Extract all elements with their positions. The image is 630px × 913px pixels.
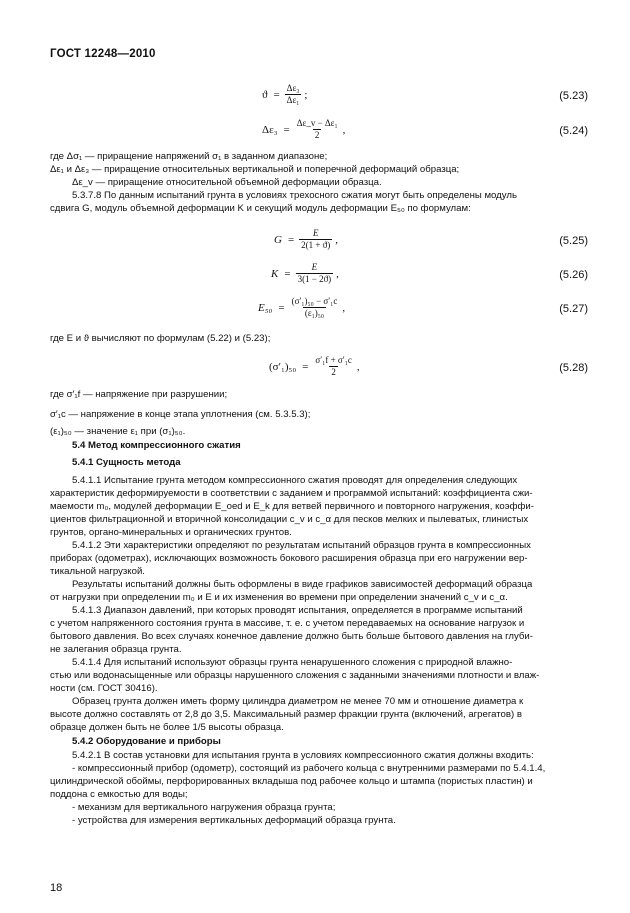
eq-denominator: 3(1 − 2ϑ) <box>297 274 332 284</box>
text-line: маемости m₀, модулей деформации E_oed и E_k для ветвей первичного и повторного нагружения, коэффи- <box>50 501 534 512</box>
equation-number: (5.26) <box>559 269 588 281</box>
text-line: тикальной нагрузкой. <box>50 566 145 577</box>
eq-numerator: Δε_v − Δε₁ <box>296 118 338 128</box>
text-line: где Δσ₁ — приращение напряжений σ₁ в заданном диапазоне; <box>50 151 328 162</box>
text-line: поддона с емкостью для воды; <box>50 789 188 800</box>
text-line: циентов фильтрационной и вторичной консолидации c_v и c_α для песков мелких и пылеватых, глинистых <box>50 514 529 525</box>
text-line: 5.4.1.4 Для испытаний используют образцы грунта ненарушенного сложения с природной влажно- <box>72 657 513 668</box>
section-heading: 5.4 Метод компрессионного сжатия <box>72 440 241 451</box>
text-line: характеристик деформируемости в соответствии с заданием и программой испытаний: коэффициента сжи- <box>50 488 533 499</box>
text-line: бытового давления. Во всех случаях конечное давление должно быть больше бытового давления на глуби- <box>50 631 533 642</box>
eq-numerator: σ′₁f + σ′₁c <box>315 355 352 365</box>
eq-denominator: (ε₁)₅₀ <box>304 308 325 318</box>
eq-denominator: 2(1 + ϑ) <box>301 240 331 250</box>
subsection-heading: 5.4.1 Сущность метода <box>72 457 181 468</box>
text-line: стью или водонасыщенные или образцы нарушенного сложения с заданными значениями плотности и влаж- <box>50 670 540 681</box>
equation-5-26 <box>0 262 630 290</box>
equation-number: (5.23) <box>559 90 588 102</box>
equation-5-27 <box>0 296 630 324</box>
text-line: образце должен быть не более 1/5 высоты образца. <box>50 722 284 733</box>
text-line: грунтов, органо-минеральных и органических грунтов. <box>50 527 292 538</box>
eq-tail: ; <box>304 88 308 101</box>
text-line: 5.4.1.3 Диапазон давлений, при которых проводят испытания, определяется в программе испытаний <box>72 605 523 616</box>
text-line: - устройства для измерения вертикальных деформаций образца грунта. <box>72 815 396 826</box>
page-number: 18 <box>50 882 63 894</box>
eq-tail: , <box>335 233 338 246</box>
equation-number: (5.24) <box>559 125 588 137</box>
eq-denominator: 2 <box>314 130 320 140</box>
text-line: - механизм для вертикального нагружения образца грунта; <box>72 802 336 813</box>
equation-5-25 <box>0 228 630 256</box>
text-line: где E и ϑ вычисляют по формулам (5.22) и (5.23); <box>50 333 271 344</box>
text-line: (ε₁)₅₀ — значение ε₁ при (σ₁)₅₀. <box>50 426 186 437</box>
equation-number: (5.27) <box>559 303 588 315</box>
eq-lhs: E₅₀ <box>258 301 273 314</box>
eq-tail: , <box>342 123 346 136</box>
eq-denominator: Δε₁ <box>286 95 300 105</box>
eq-tail: , <box>356 360 360 373</box>
eq-lhs: G <box>274 233 282 246</box>
text-line: с учетом напряженного состояния грунта в массиве, т. е. с учетом передаваемых на основание нагрузок и <box>50 618 525 629</box>
equation-5-28 <box>0 355 630 383</box>
text-line: Δε₁ и Δε₃ — приращение относительных вертикальной и поперечной деформаций образца; <box>50 164 460 175</box>
eq-op: = <box>283 123 290 136</box>
text-line: Δε_v — приращение относительной объемной деформации образца. <box>72 177 382 188</box>
eq-op: = <box>284 267 291 280</box>
eq-tail: , <box>342 301 346 314</box>
eq-numerator: E <box>312 228 319 238</box>
text-line: сдвига G, модуль объемной деформации K и секущий модуль деформации E₅₀ по формулам: <box>50 203 471 214</box>
eq-denominator: 2 <box>331 367 336 377</box>
subsection-heading: 5.4.2 Оборудование и приборы <box>72 736 221 747</box>
text-line: где σ′₁f — напряжение при разрушении; <box>50 389 228 400</box>
text-line: Образец грунта должен иметь форму цилиндра диаметром не менее 70 мм и отношение диаметра к <box>72 696 524 707</box>
text-line: Результаты испытаний должны быть оформлены в виде графиков зависимостей деформаций образца <box>72 579 533 590</box>
equation-5-24 <box>0 118 630 146</box>
eq-tail: , <box>336 267 339 280</box>
eq-numerator: E <box>311 262 318 272</box>
text-line: не залегания образца грунта. <box>50 644 182 655</box>
text-line: ности (см. ГОСТ 30416). <box>50 683 158 694</box>
eq-lhs: K <box>271 267 279 280</box>
text-line: высоте должно составлять от 2,8 до 3,5. Максимальный размер фракции грунта (включений, агрегатов) в <box>50 709 522 720</box>
text-line: приборах (одометрах), исключающих возможность бокового расширения образца при его нагружении вер- <box>50 553 528 564</box>
text-line: σ′₁c — напряжение в конце этапа уплотнения (см. 5.3.5.3); <box>50 409 311 420</box>
equation-number: (5.25) <box>559 235 588 247</box>
equation-5-23 <box>0 83 630 111</box>
text-line: 5.4.1.1 Испытание грунта методом компрессионного сжатия проводят для определения следующих <box>72 475 518 486</box>
text-line: 5.3.7.8 По данным испытаний грунта в условиях трехосного сжатия могут быть определены модуль <box>72 190 517 201</box>
text-line: 5.4.2.1 В состав установки для испытания грунта в условиях компрессионного сжатия должны входить: <box>72 750 534 761</box>
eq-op: = <box>287 233 295 246</box>
eq-op: = <box>278 301 285 314</box>
eq-lhs: (σ′₁)₅₀ <box>269 360 297 373</box>
eq-lhs: ϑ <box>262 88 268 101</box>
eq-lhs: Δε₃ <box>262 123 278 136</box>
text-line: - компрессионный прибор (одометр), состоящий из рабочего кольца с внутренними размерами по 5.4.1.4, <box>72 763 546 774</box>
document-header: ГОСТ 12248—2010 <box>50 48 156 60</box>
text-line: от нагрузки при определении m₀ и E и их изменения во времени при определении значений c_v и c_α. <box>50 592 508 603</box>
equation-number: (5.28) <box>559 362 588 374</box>
eq-op: = <box>302 360 309 373</box>
text-line: цилиндрической обоймы, перфорированных вкладыша под рабочее кольцо и штампа (пористых пластин) и <box>50 776 533 787</box>
eq-numerator: Δε₃ <box>286 83 300 93</box>
text-line: 5.4.1.2 Эти характеристики определяют по результатам испытаний образцов грунта в компрессионных <box>72 540 531 551</box>
eq-numerator: (σ′₁)₅₀ − σ′₁c <box>291 296 338 306</box>
eq-op: = <box>273 88 280 101</box>
